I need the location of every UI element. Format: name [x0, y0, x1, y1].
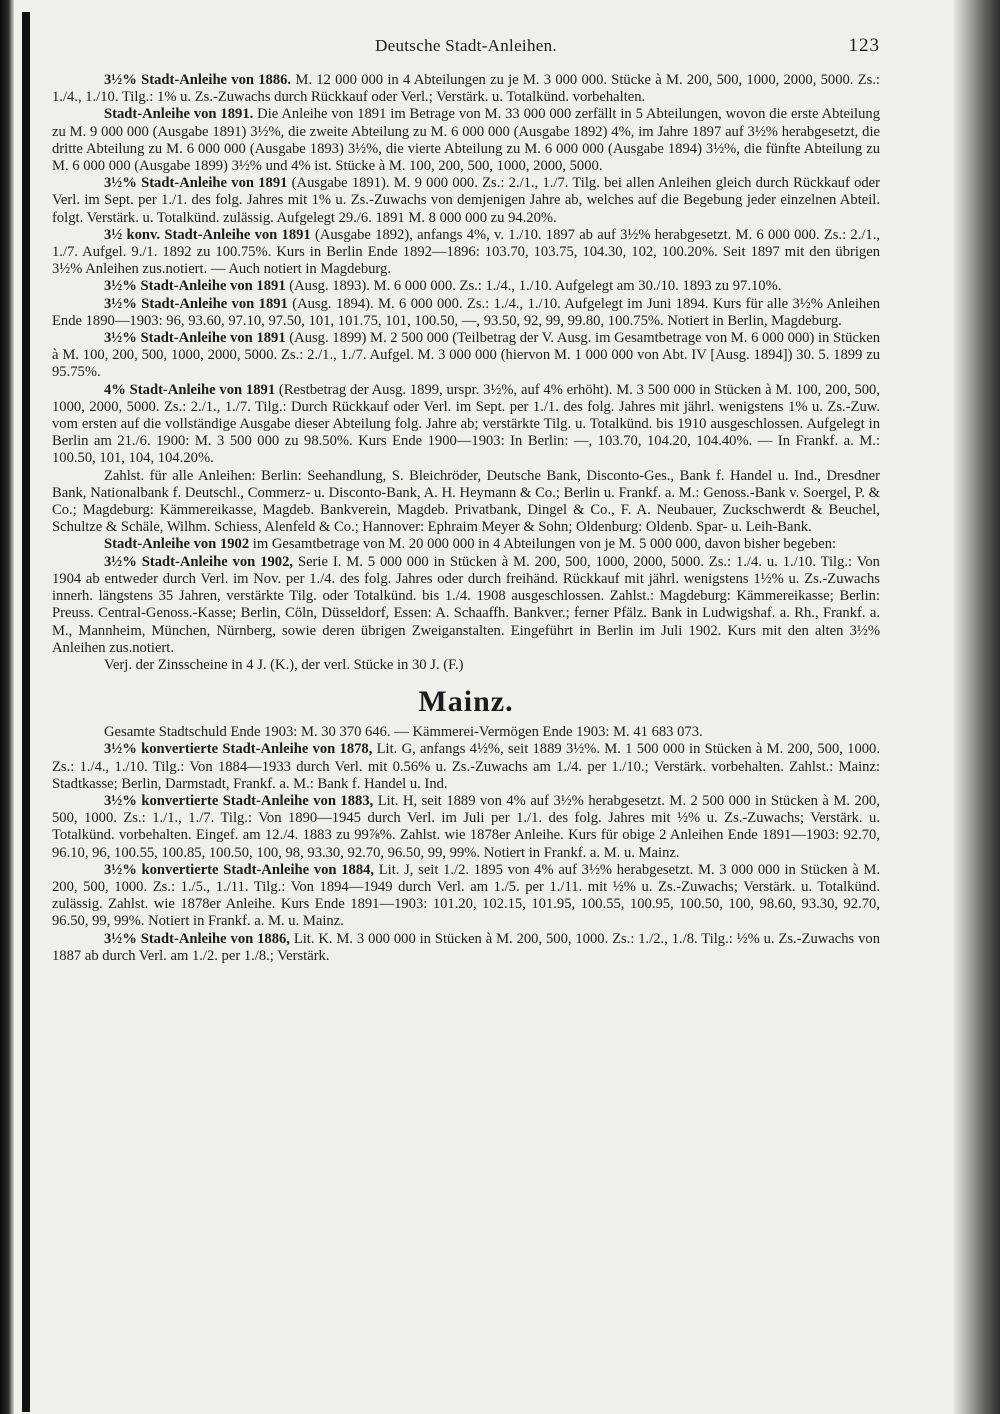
entry-text: (Ausg. 1894). M. 6 000 000. Zs.: 1./4., 1./10. Aufgelegt im Juni 1894. Kurs für alle 3½% Anleihen Ende 1890—1903: 96, 93.60, 97.10, 97.50, 101, 101.75, 101, 100.50, —, 93.50, 92, 99, 99.80, 100.75%. Notiert in Berlin, Magdeburg.	[52, 295, 880, 329]
entry-lead: 3½% Stadt-Anleihe von 1886.	[104, 72, 292, 88]
document-page	[52, 32, 880, 1392]
paragraph	[52, 382, 880, 468]
entry-lead: 3½ konv. Stadt-Anleihe von 1891	[104, 226, 311, 243]
entry-lead: 3½% konvertierte Stadt-Anleihe von 1883,	[104, 792, 374, 809]
entry-text: Zahlst. für alle Anleihen: Berlin: Seehandlung, S. Bleichröder, Deutsche Bank, Disconto-Ges., Bank f. Handel u. Ind., Dresdner Bank, Nationalbank f. Deutschl., Commerz- u. Disconto-Bank, A. H. Heymann & Co.; Berlin u. Frankf. a. M.: Genoss.-Bank v. Soergel, P. & Co.; Magdeburg: Kämmereikasse, Magdeb. Bankverein, Magdeb. Privatbank, Dingel & Co., F. A. Neubauer, Zuckschwerdt & Beuchel, Schultze & Schäle, Wilhm. Schiess, Alenfeld & Co.; Hannover: Ephraim Meyer & Sohn; Oldenburg: Oldenb. Spar- u. Leih-Bank.	[52, 467, 880, 536]
entry-lead: 3½% Stadt-Anleihe von 1891	[104, 278, 286, 295]
paragraph	[52, 106, 880, 175]
paragraph-prescription-note	[52, 657, 880, 674]
entry-lead: 3½% konvertierte Stadt-Anleihe von 1878,	[104, 741, 373, 758]
scan-edge-left	[0, 0, 14, 1414]
entry-lead: 3½% Stadt-Anleihe von 1891	[104, 175, 288, 192]
running-header	[52, 32, 880, 72]
entry-text: (Ausg. 1893). M. 6 000 000. Zs.: 1./4., 1./10. Aufgelegt am 30./10. 1893 zu 97.10%.	[285, 278, 782, 295]
paragraph	[52, 793, 880, 862]
entry-lead: 3½% Stadt-Anleihe von 1891	[104, 330, 286, 347]
entry-text: Lit. G, anfangs 4½%, seit 1889 3½%. M. 1 500 000 in Stücken à M. 200, 500, 1000. Zs.: 1./4., 1./10. Tilg.: Von 1884—1933 durch Verl. mit 0.56% u. Zs.-Zuwachs am 1./4. per 1./10.; Verstärk. vorbehalten. Zahlst.: Mainz: Stadtkasse; Berlin, Darmstadt, Frankf. a. M.: Bank f. Handel u. Ind.	[52, 741, 880, 792]
paragraph	[52, 330, 880, 382]
paragraph-paying-agents	[52, 468, 880, 537]
entry-text: Verj. der Zinsscheine in 4 J. (K.), der verl. Stücke in 30 J. (F.)	[104, 656, 464, 673]
page-number: 123	[848, 35, 880, 56]
entry-text: Serie I. M. 5 000 000 in Stücken à M. 200, 500, 1000, 2000, 5000. Zs.: 1./4. u. 1./10. Tilg.: Von 1904 ab entweder durch Verl. im Nov. per 1./4. des folg. Jahres oder durch freihänd. Rückkauf mit jährl. wenigstens 1½% u. Zs.-Zuwachs innerh. längstens 35 Jahren, verstärkte Tilg. oder Totalkünd. bis 1./4. 1908 ausgeschlossen. Zahlst.: Magdeburg: Kämmereikasse; Berlin: Preuss. Central-Genoss.-Kasse; Berlin, Cöln, Düsseldorf, Essen: A. Schaaffh. Bankver.; ferner Pfälz. Bank in Ludwigshaf. a. Rh., Frankf. a. M., Mannheim, München, Nürnberg, sowie deren übrigen Zweiganstalten. Eingeführt in Berlin im Juli 1902. Kurs mit den alten 3½% Anleihen zus.notiert.	[52, 553, 880, 656]
paragraph	[52, 741, 880, 793]
scan-binding-shadow	[22, 12, 30, 1412]
paragraph	[52, 862, 880, 931]
paragraph	[52, 175, 880, 227]
entry-lead: 3½% Stadt-Anleihe von 1886,	[104, 930, 290, 947]
entry-text: im Gesamtbetrage von M. 20 000 000 in 4 Abteilungen von je M. 5 000 000, davon bisher begeben:	[249, 536, 837, 553]
entry-text: Lit. K. M. 3 000 000 in Stücken à M. 200, 500, 1000. Zs.: 1./2., 1./8. Tilg.: ½% u. Zs.-Zuwachs von 1887 ab durch Verl. am 1./2. per 1./8.; Verstärk.	[52, 930, 880, 964]
entry-text: Lit. J, seit 1./2. 1895 von 4% auf 3½% herabgesetzt. M. 3 000 000 in Stücken à M. 200, 500, 1000. Zs.: 1./5., 1./11. Tilg.: Von 1894—1949 durch Verl. am 1./5. per 1./11. mit ½% u. Zs.-Zuwachs; Verstärk. u. Totalkünd. zulässig. Zahlst. wie 1878er Anleihe. Kurs Ende 1891—1903: 101.20, 102.15, 101.95, 100.55, 100.95, 100.50, 100, 98.60, 93.30, 92.70, 96.50, 99, 99%. Notiert in Frankf. a. M. u. Mainz.	[52, 861, 880, 930]
paragraph	[52, 536, 880, 553]
entry-lead: Stadt-Anleihe von 1902	[104, 536, 250, 553]
entry-lead: 3½% konvertierte Stadt-Anleihe von 1884,	[104, 861, 375, 878]
entry-lead: 3½% Stadt-Anleihe von 1902,	[104, 553, 294, 570]
paragraph	[52, 296, 880, 330]
city-heading-mainz: Mainz.	[418, 685, 514, 719]
entry-text: (Ausgabe 1892), anfangs 4%, v. 1./10. 1897 ab auf 3½% herabgesetzt. M. 6 000 000. Zs.: 2./1., 1./7. Aufgel. 9./1. 1892 zu 100.75%. Kurs in Berlin Ende 1892—1896: 103.70, 103.75, 104.30, 102, 100.20%. Seit 1897 mit den übrigen 3½% Anleihen zus.notiert. — Auch notiert in Magdeburg.	[52, 226, 880, 278]
section-mainz	[52, 724, 880, 965]
entry-lead: Stadt-Anleihe von 1891.	[104, 106, 254, 123]
paragraph	[52, 278, 880, 295]
entry-lead: 3½% Stadt-Anleihe von 1891	[104, 295, 288, 312]
entry-text: Lit. H, seit 1889 von 4% auf 3½% herabgesetzt. M. 2 500 000 in Stücken à M. 200, 500, 1000. Zs.: 1./1., 1./7. Tilg.: Von 1890—1945 durch Verl. im Juli per 1./1. des folg. Jahres mit ½% u. Zs.-Zuwachs; Verstärk. u. Totalkünd. vorbehalten. Eingef. am 12./4. 1883 zu 99⅞%. Zahlst. wie 1878er Anleihe. Kurs für obige 2 Anleihen Ende 1891—1903: 92.70, 96.10, 96, 100.55, 100.85, 100.50, 100, 98, 93.30, 92.70, 96.50, 99, 99%. Notiert in Frankf. a. M. u. Mainz.	[52, 792, 880, 861]
entry-text: M. 12 000 000 in 4 Abteilungen zu je M. 3 000 000. Stücke à M. 200, 500, 1000, 2000, 5000. Zs.: 1./4., 1./10. Tilg.: 1% u. Zs.-Zuwachs durch Rückkauf oder Verl.; Verstärk. u. Totalkünd. vorbehalten.	[52, 72, 880, 106]
entry-text: Die Anleihe von 1891 im Betrage von M. 33 000 000 zerfällt in 5 Abteilungen, wovon die erste Abteilung zu M. 9 000 000 (Ausgabe 1891) 3½%, die zweite Abteilung zu M. 6 000 000 (Ausgabe 1892) 4%, im Jahre 1897 auf 3½% herabgesetzt, die dritte Abteilung zu M. 6 000 000 (Ausgabe 1893) 3½%, die vierte Abteilung zu M. 6 000 000 (Ausgabe 1894) 3½%, die fünfte Abteilung zu M. 6 000 000 (Ausgabe 1899) 3½% und 4% ist. Stücke à M. 100, 200, 500, 1000, 2000, 5000.	[52, 106, 880, 175]
running-title: Deutsche Stadt-Anleihen.	[375, 36, 557, 55]
section-deutsche-stadt-anleihen	[52, 72, 880, 674]
paragraph-city-summary: Gesamte Stadtschuld Ende 1903: M. 30 370 646. — Kämmerei-Vermögen Ende 1903: M. 41 683 073.	[104, 724, 703, 741]
entry-text: (Ausg. 1899) M. 2 500 000 (Teilbetrag der V. Ausg. im Gesamtbetrage von M. 6 000 000) in Stücken à M. 100, 200, 500, 1000, 2000, 5000. Zs.: 2./1., 1./7. Aufgel. M. 3 000 000 (hiervon M. 1 000 000 von Abt. IV [Ausg. 1894]) 30. 5. 1899 zu 95.75%.	[52, 330, 880, 381]
entry-text: (Restbetrag der Ausg. 1899, urspr. 3½%, auf 4% erhöht). M. 3 500 000 in Stücken à M. 100, 200, 500, 1000, 2000, 5000. Zs.: 2./1., 1./7. Tilg.: Durch Rückkauf oder Verl. im Sept. per 1./1. des folg. Jahres mit jährl. wenigstens 1% u. Zs.-Zuw. vom ersten auf die vollständige Ausgabe dieser Abteilung folg. Jahre ab; verstärkte Tilg. u. Totalkünd. bis 1910 ausgeschlossen. Aufgelegt in Berlin am 21./6. 1900: M. 3 500 000 zu 98.50%. Kurs Ende 1900—1903: In Berlin: —, 103.70, 104.20, 104.40%. — In Frankf. a. M.: 100.50, 101, 104, 104.20%.	[52, 381, 880, 467]
paragraph	[52, 931, 880, 965]
entry-text: (Ausgabe 1891). M. 9 000 000. Zs.: 2./1., 1./7. Tilg. bei allen Anleihen gleich durch Rückkauf oder Verl. im Sept. per 1./1. des folg. Jahres mit 1% u. Zs.-Zuwachs von demjenigen Jahre ab, welches auf die Begebung jeder einzelnen Abteil. folgt. Verstärk. u. Totalkünd. zulässig. Aufgelegt 29./6. 1891 M. 8 000 000 zu 94.20%.	[52, 175, 880, 226]
scan-edge-right	[954, 0, 1000, 1414]
entry-lead: 4% Stadt-Anleihe von 1891	[104, 381, 276, 398]
paragraph	[52, 227, 880, 279]
paragraph	[52, 72, 880, 106]
paragraph	[52, 554, 880, 657]
